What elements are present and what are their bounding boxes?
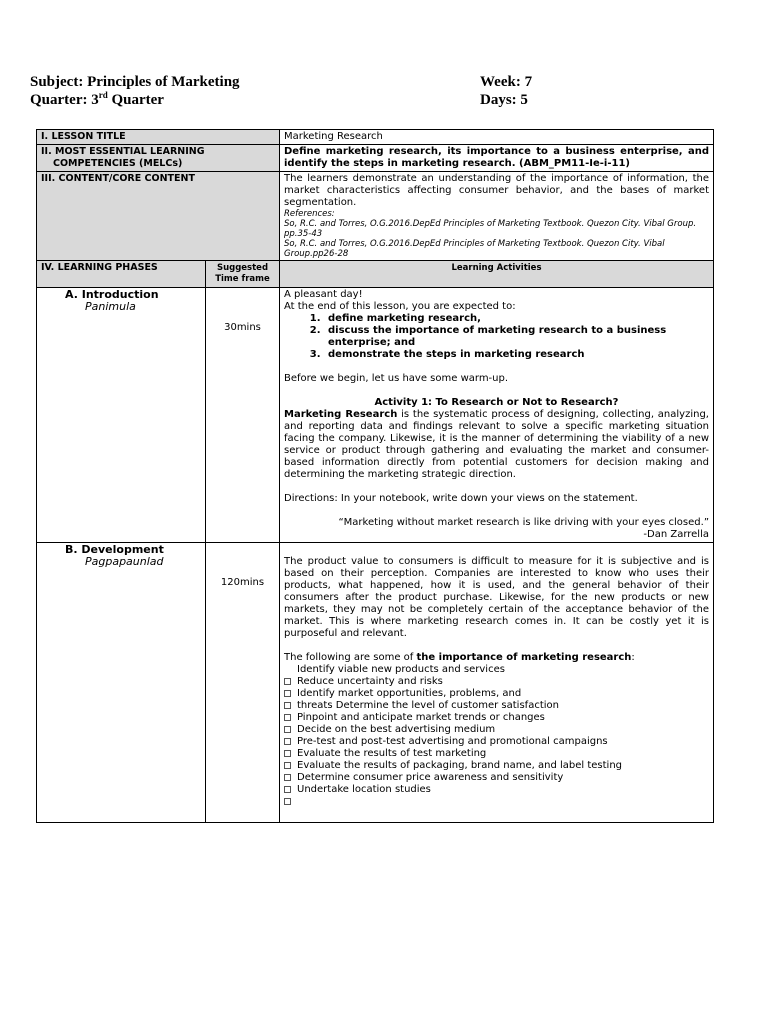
melc-label <box>37 145 280 172</box>
quarter-value <box>91 92 164 108</box>
melc-label-line-2: COMPETENCIES (MELCs) <box>53 158 183 169</box>
phases-header-col1: IV. LEARNING PHASES <box>37 261 206 288</box>
content-value: The learners demonstrate an understanding of the importance of information, the market characteristics affecting consumer behavior, and the bases of market segmentation. <box>284 173 709 208</box>
content-row <box>37 172 714 261</box>
checkbox-glyph-icon <box>284 774 291 781</box>
importance-lead-colon: : <box>631 652 635 663</box>
quarter-word: Quarter <box>111 92 164 108</box>
reference-2: So, R.C. and Torres, O.G.2016.DepEd Principles of Marketing Textbook. Quezon City. Vibal Group.pp26-28 <box>284 239 665 259</box>
greeting: A pleasant day! <box>284 289 363 300</box>
lesson-title-value: Marketing Research <box>280 130 714 145</box>
list-item <box>284 712 709 724</box>
development-title: B. Development <box>65 543 164 556</box>
content-cell <box>280 172 714 261</box>
list-item <box>284 736 709 748</box>
introduction-phase-cell <box>37 288 206 543</box>
list-item-text: Pinpoint and anticipate market trends or changes <box>297 712 545 723</box>
objectives-list <box>284 313 709 361</box>
list-item-text: Decide on the best advertising medium <box>297 724 496 735</box>
list-item <box>284 772 709 784</box>
activity-title: Activity 1: To Research or Not to Research? <box>374 397 619 408</box>
checkbox-glyph-icon <box>284 726 291 733</box>
lesson-title-label: I. LESSON TITLE <box>37 130 280 145</box>
timeframe-line-1: Suggested <box>216 263 269 273</box>
development-subtitle: Pagpapaunlad <box>85 555 164 568</box>
week-value: 7 <box>524 74 533 90</box>
importance-first-item: Identify viable new products and services <box>297 664 505 675</box>
list-item-text: Pre-test and post-test advertising and promotional campaigns <box>297 736 608 747</box>
introduction-time: 30mins <box>206 288 280 543</box>
development-activities <box>280 543 714 823</box>
list-item-text: Evaluate the results of packaging, brand name, and label testing <box>297 760 623 771</box>
quarter-number: 3 <box>91 92 99 108</box>
importance-lead-text: The following are some of <box>284 652 417 663</box>
list-item <box>284 796 709 808</box>
list-item-text: Undertake location studies <box>297 784 431 795</box>
introduction-title: A. Introduction <box>65 288 159 301</box>
list-item-text: Determine consumer price awareness and sensitivity <box>297 772 564 783</box>
importance-lead-bold: the importance of marketing research <box>416 652 632 663</box>
phases-header-col3: Learning Activities <box>280 261 714 288</box>
list-item-text: Identify market opportunities, problems, and <box>297 688 522 699</box>
list-item <box>284 676 709 688</box>
checkbox-glyph-icon <box>284 762 291 769</box>
list-item <box>284 760 709 772</box>
development-paragraph: The product value to consumers is difficult to measure for it is subjective and is based on their perception. Companies are interested to know who uses their products, what happened, how it is used, and the general behavior of their consumers after the product purchase. Likewise, for the new products or new markets, they may not be completely certain of the acceptance behavior of the market. This is where marketing research comes in. It can be costly yet it is purposeful and relevant. <box>284 556 709 639</box>
quarter-ordinal: rd <box>98 90 108 100</box>
directions-text: Directions: In your notebook, write down your views on the statement. <box>284 493 638 504</box>
header-row-1 <box>30 73 710 91</box>
list-item <box>284 700 709 712</box>
objective-item: 2. discuss the importance of marketing research to a business enterprise; and <box>324 325 709 349</box>
list-item-text: threats Determine the level of customer satisfaction <box>297 700 559 711</box>
quarter-label: Quarter: <box>30 92 88 108</box>
definition-term: Marketing Research <box>284 409 398 420</box>
development-time: 120mins <box>206 543 280 823</box>
checkbox-glyph-icon <box>284 786 291 793</box>
subject-value: Principles of Marketing <box>87 74 240 90</box>
list-item <box>284 748 709 760</box>
header-row-2 <box>30 91 710 109</box>
objective-item: 3. demonstrate the steps in marketing research <box>324 349 709 361</box>
warmup-text: Before we begin, let us have some warm-up. <box>284 373 509 384</box>
list-item <box>284 724 709 736</box>
melc-label-line-1: II. MOST ESSENTIAL LEARNING <box>41 146 205 157</box>
melc-row <box>37 145 714 172</box>
definition-text: is the systematic process of designing, collecting, analyzing, and reporting data and findings relevant to solve a specific marketing situation facing the company. Likewise, it is the manner of determining the viability of a new service or product through gathering and evaluating the market and consumer-based information directly from potential customers for decision making and determining the marketing strategic direction. <box>284 409 709 480</box>
content-label: III. CONTENT/CORE CONTENT <box>37 172 280 261</box>
melc-value: Define marketing research, its importance to a business enterprise, and identify the steps in marketing research. (ABM_PM11-Ie-i-11) <box>280 145 714 172</box>
subject-label: Subject: <box>30 74 84 90</box>
week-label: Week: <box>480 74 521 90</box>
days-info <box>480 91 528 109</box>
importance-lead <box>284 652 709 664</box>
references-label: References: <box>284 209 335 219</box>
lesson-plan-table <box>36 129 714 823</box>
objective-item: 1. define marketing research, <box>324 313 709 325</box>
phases-header-col2 <box>206 261 280 288</box>
list-item-text: Reduce uncertainty and risks <box>297 676 443 687</box>
objectives-lead: At the end of this lesson, you are expected to: <box>284 301 516 312</box>
checkbox-glyph-icon <box>284 738 291 745</box>
timeframe-line-2: Time frame <box>215 274 270 284</box>
lesson-title-row <box>37 130 714 145</box>
introduction-activities <box>280 288 714 543</box>
checkbox-glyph-icon <box>284 690 291 697</box>
list-item-text: Evaluate the results of test marketing <box>297 748 487 759</box>
definition-paragraph <box>284 409 709 481</box>
days-label: Days: <box>480 92 517 108</box>
checkbox-glyph-icon <box>284 750 291 757</box>
week-info <box>480 73 532 91</box>
importance-list <box>284 676 709 808</box>
phases-header-row <box>37 261 714 288</box>
development-phase-cell <box>37 543 206 823</box>
checkbox-glyph-icon <box>284 678 291 685</box>
checkbox-glyph-icon <box>284 702 291 709</box>
list-item <box>284 784 709 796</box>
reference-1: So, R.C. and Torres, O.G.2016.DepEd Principles of Marketing Textbook. Quezon City. Vibal Group. pp.35-43 <box>284 219 697 239</box>
checkbox-glyph-icon <box>284 798 291 805</box>
quote-text: “Marketing without market research is like driving with your eyes closed.” <box>338 517 709 528</box>
list-item <box>284 688 709 700</box>
document-header <box>30 73 710 109</box>
quote-author: -Dan Zarrella <box>643 529 709 540</box>
development-row <box>37 543 714 823</box>
checkbox-glyph-icon <box>284 714 291 721</box>
introduction-subtitle: Panimula <box>85 300 136 313</box>
days-value: 5 <box>520 92 528 108</box>
introduction-row <box>37 288 714 543</box>
